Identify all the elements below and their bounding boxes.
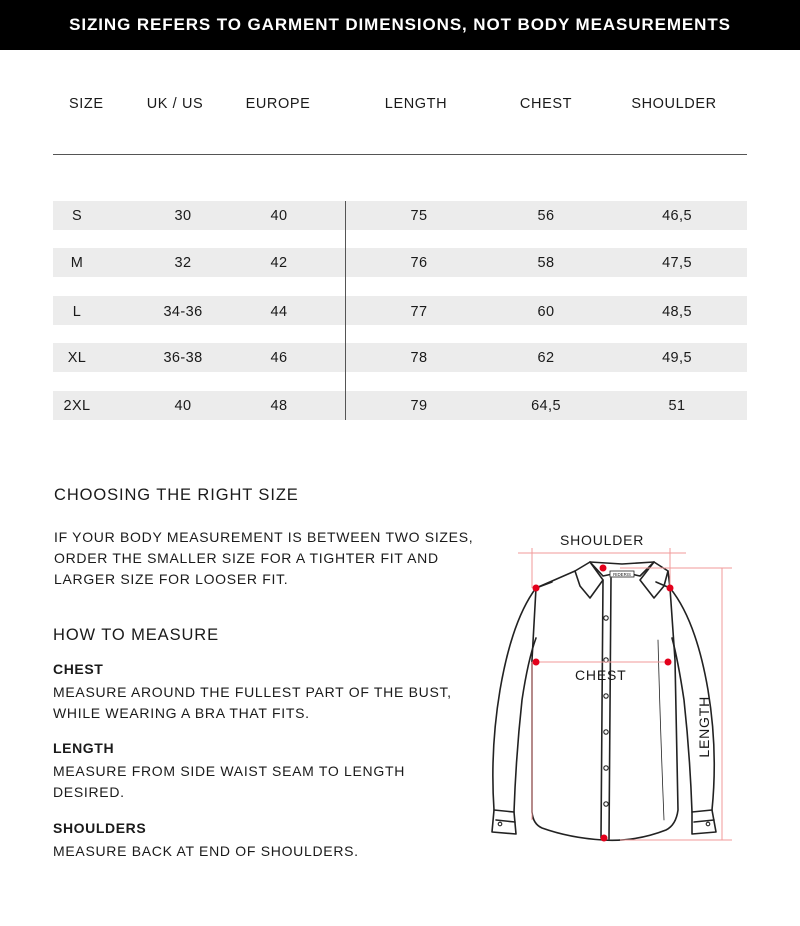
shoulders-text-1: MEASURE BACK AT END OF SHOULDERS. [53,843,359,859]
table-cell: 48,5 [662,304,692,320]
table-cell: 76 [410,255,428,271]
table-cell: 46,5 [662,208,692,224]
table-cell: 56 [537,208,555,224]
table-cell: XL [67,350,87,366]
choosing-text-3: LARGER SIZE FOR LOOSER FIT. [54,571,289,587]
how-to-title: HOW TO MEASURE [53,626,220,644]
table-cell: 34-36 [163,304,203,320]
header-length: LENGTH [384,96,448,112]
table-cell: 46 [270,350,288,366]
header-shoulder: SHOULDER [631,96,717,112]
table-cell: 77 [410,304,428,320]
table-cell: 47,5 [662,255,692,271]
choosing-text-1: IF YOUR BODY MEASUREMENT IS BETWEEN TWO SIZES, [54,529,474,545]
table-cell: 78 [410,350,428,366]
table-cell: M [70,255,84,271]
table-row [53,201,747,230]
table-cell: 49,5 [662,350,692,366]
table-cell: 58 [537,255,555,271]
table-cell: 40 [174,398,192,414]
length-text-2: DESIRED. [53,784,125,800]
table-cell: 42 [270,255,288,271]
header-divider [53,154,747,155]
table-cell: 30 [174,208,192,224]
table-cell: 60 [537,304,555,320]
header-europe: EUROPE [245,96,311,112]
table-cell: 79 [410,398,428,414]
table-row [53,296,747,325]
diagram-length-label: LENGTH [696,696,712,758]
table-cell: 62 [537,350,555,366]
table-row [53,343,747,372]
table-cell: 40 [270,208,288,224]
chest-text-1: MEASURE AROUND THE FULLEST PART OF THE BUST, [53,684,452,700]
table-cell: 48 [270,398,288,414]
table-cell: 51 [668,398,686,414]
diagram-chest-label: CHEST [575,667,627,683]
header-size: SIZE [69,96,104,112]
table-row [53,248,747,277]
table-cell: S [71,208,83,224]
collar-tag-text: RIDERIS [613,572,631,577]
chest-text-2: WHILE WEARING A BRA THAT FITS. [53,705,310,721]
header-uk-us: UK / US [146,96,204,112]
shirt-illustration-icon [470,520,800,860]
column-divider [345,201,346,420]
table-cell: 64,5 [531,398,561,414]
header-chest: CHEST [519,96,573,112]
shoulders-title: SHOULDERS [53,820,147,836]
table-cell: 44 [270,304,288,320]
length-title: LENGTH [53,740,115,756]
table-cell: 75 [410,208,428,224]
shirt-diagram [470,520,800,860]
size-banner: SIZING REFERS TO GARMENT DIMENSIONS, NOT BODY MEASUREMENTS [0,0,800,50]
table-cell: 2XL [63,398,91,414]
table-cell: 32 [174,255,192,271]
diagram-shoulder-label: SHOULDER [560,532,645,548]
length-text-1: MEASURE FROM SIDE WAIST SEAM TO LENGTH [53,763,406,779]
table-row [53,391,747,420]
choosing-text-2: ORDER THE SMALLER SIZE FOR A TIGHTER FIT AND [54,550,439,566]
chest-title: CHEST [53,661,104,677]
table-cell: 36-38 [163,350,203,366]
choosing-title: CHOOSING THE RIGHT SIZE [54,486,299,504]
table-cell: L [72,304,82,320]
